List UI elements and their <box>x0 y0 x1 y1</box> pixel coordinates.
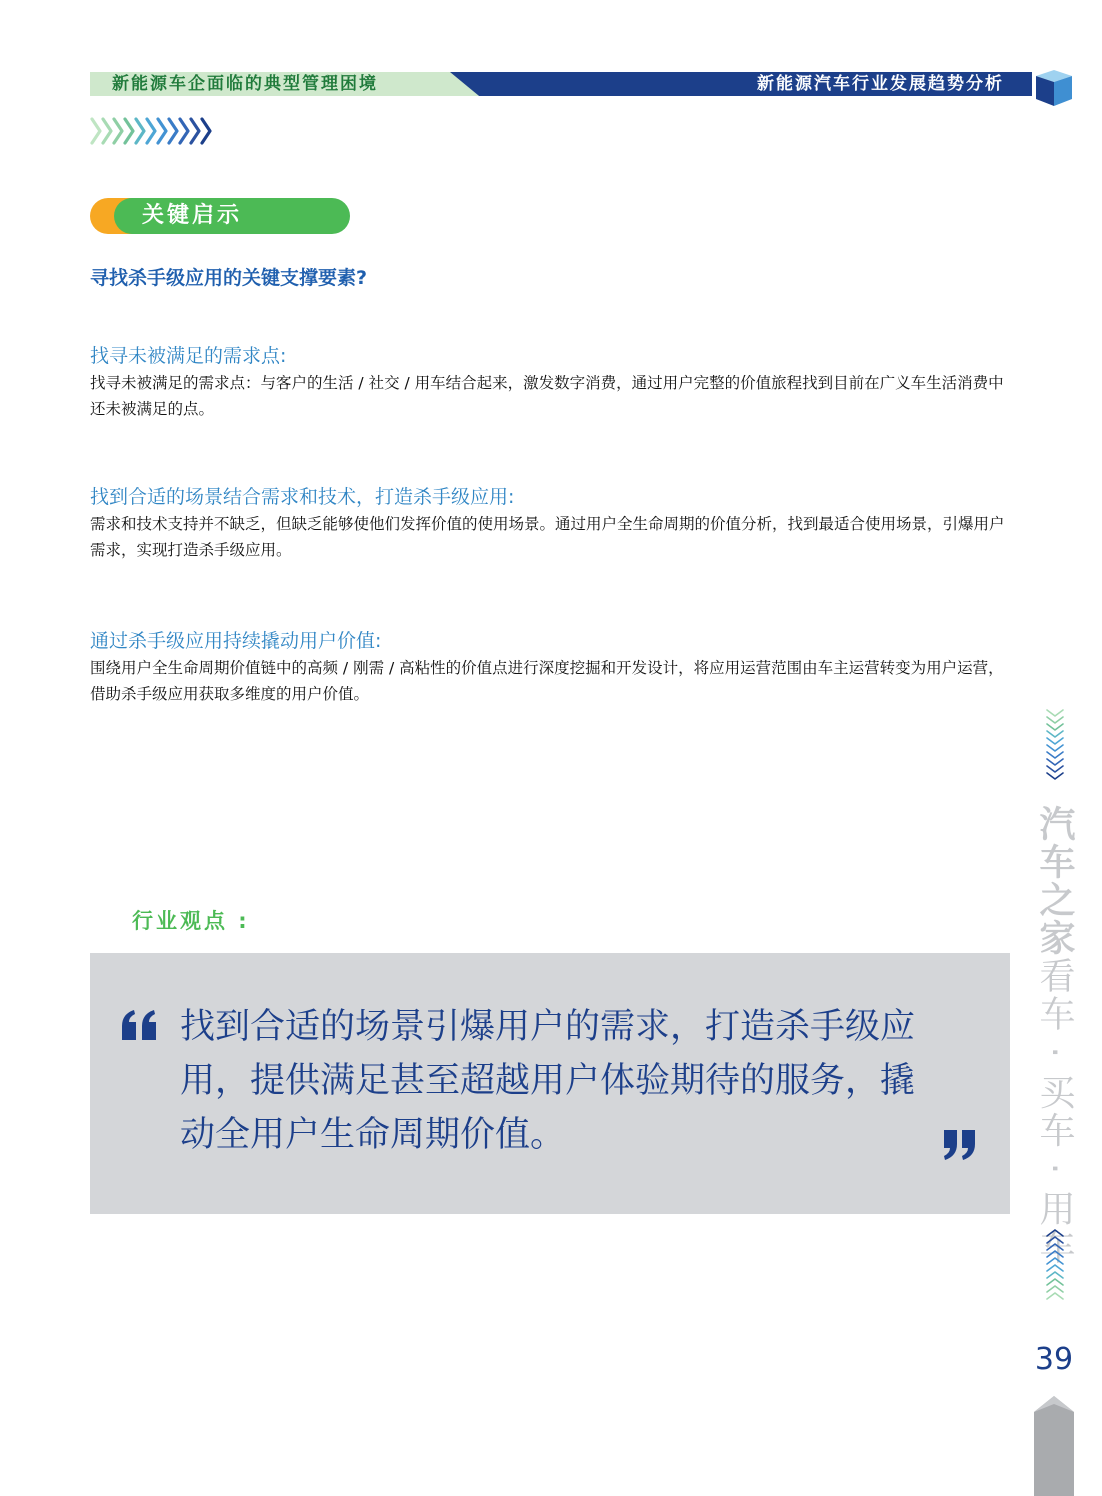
point-body-1: 找寻未被满足的需求点：与客户的生活 / 社交 / 用车结合起来，激发数字消费，通过用户完整的价值旅程找到目前在广义车生活消费中还未被满足的点。 <box>90 374 1004 418</box>
cube-logo-icon <box>1034 68 1074 106</box>
open-quote-icon <box>120 1008 160 1042</box>
side-brand <box>1034 805 1074 1266</box>
point-title-2: 找到合适的场景结合需求和技术，打造杀手级应用: <box>90 486 515 508</box>
brand-name: 汽车之家 <box>1034 805 1075 957</box>
point-title-3: 通过杀手级应用持续撬动用户价值: <box>90 630 382 652</box>
brand-slogan: 看车 · 买车 · 用车 <box>1034 957 1075 1266</box>
page-tab-marker <box>1034 1394 1074 1496</box>
page-number: 39 <box>1034 1342 1074 1377</box>
viewpoint-label: 行业观点 : <box>132 909 250 933</box>
header-right-title: 新能源汽车行业发展趋势分析 <box>757 74 1004 94</box>
header-left-title: 新能源车企面临的典型管理困境 <box>112 74 378 94</box>
point-body-2: 需求和技术支持并不缺乏，但缺乏能够使他们发挥价值的使用场景。通过用户全生命周期的价值分析，找到最适合使用场景，引爆用户需求，实现打造杀手级应用。 <box>90 515 1005 559</box>
point-title-1: 找寻未被满足的需求点: <box>90 345 287 367</box>
section-question: 寻找杀手级应用的关键支撑要素? <box>90 267 368 289</box>
chevron-row-icon <box>90 114 220 148</box>
side-chevrons-down-icon <box>1044 708 1066 780</box>
side-chevrons-up-icon <box>1044 1228 1066 1300</box>
section-label: 关键启示 <box>142 203 243 228</box>
quote-text: 找到合适的场景引爆用户的需求，打造杀手级应用，提供满足甚至超越用户体验期待的服务，撬动全用户生命周期价值。 <box>180 1007 916 1155</box>
close-quote-icon <box>942 1128 978 1162</box>
point-body-3: 围绕用户全生命周期价值链中的高频 / 刚需 / 高粘性的价值点进行深度挖掘和开发设计，将应用运营范围由车主运营转变为用户运营，借助杀手级应用获取多维度的用户价值。 <box>90 659 1004 703</box>
